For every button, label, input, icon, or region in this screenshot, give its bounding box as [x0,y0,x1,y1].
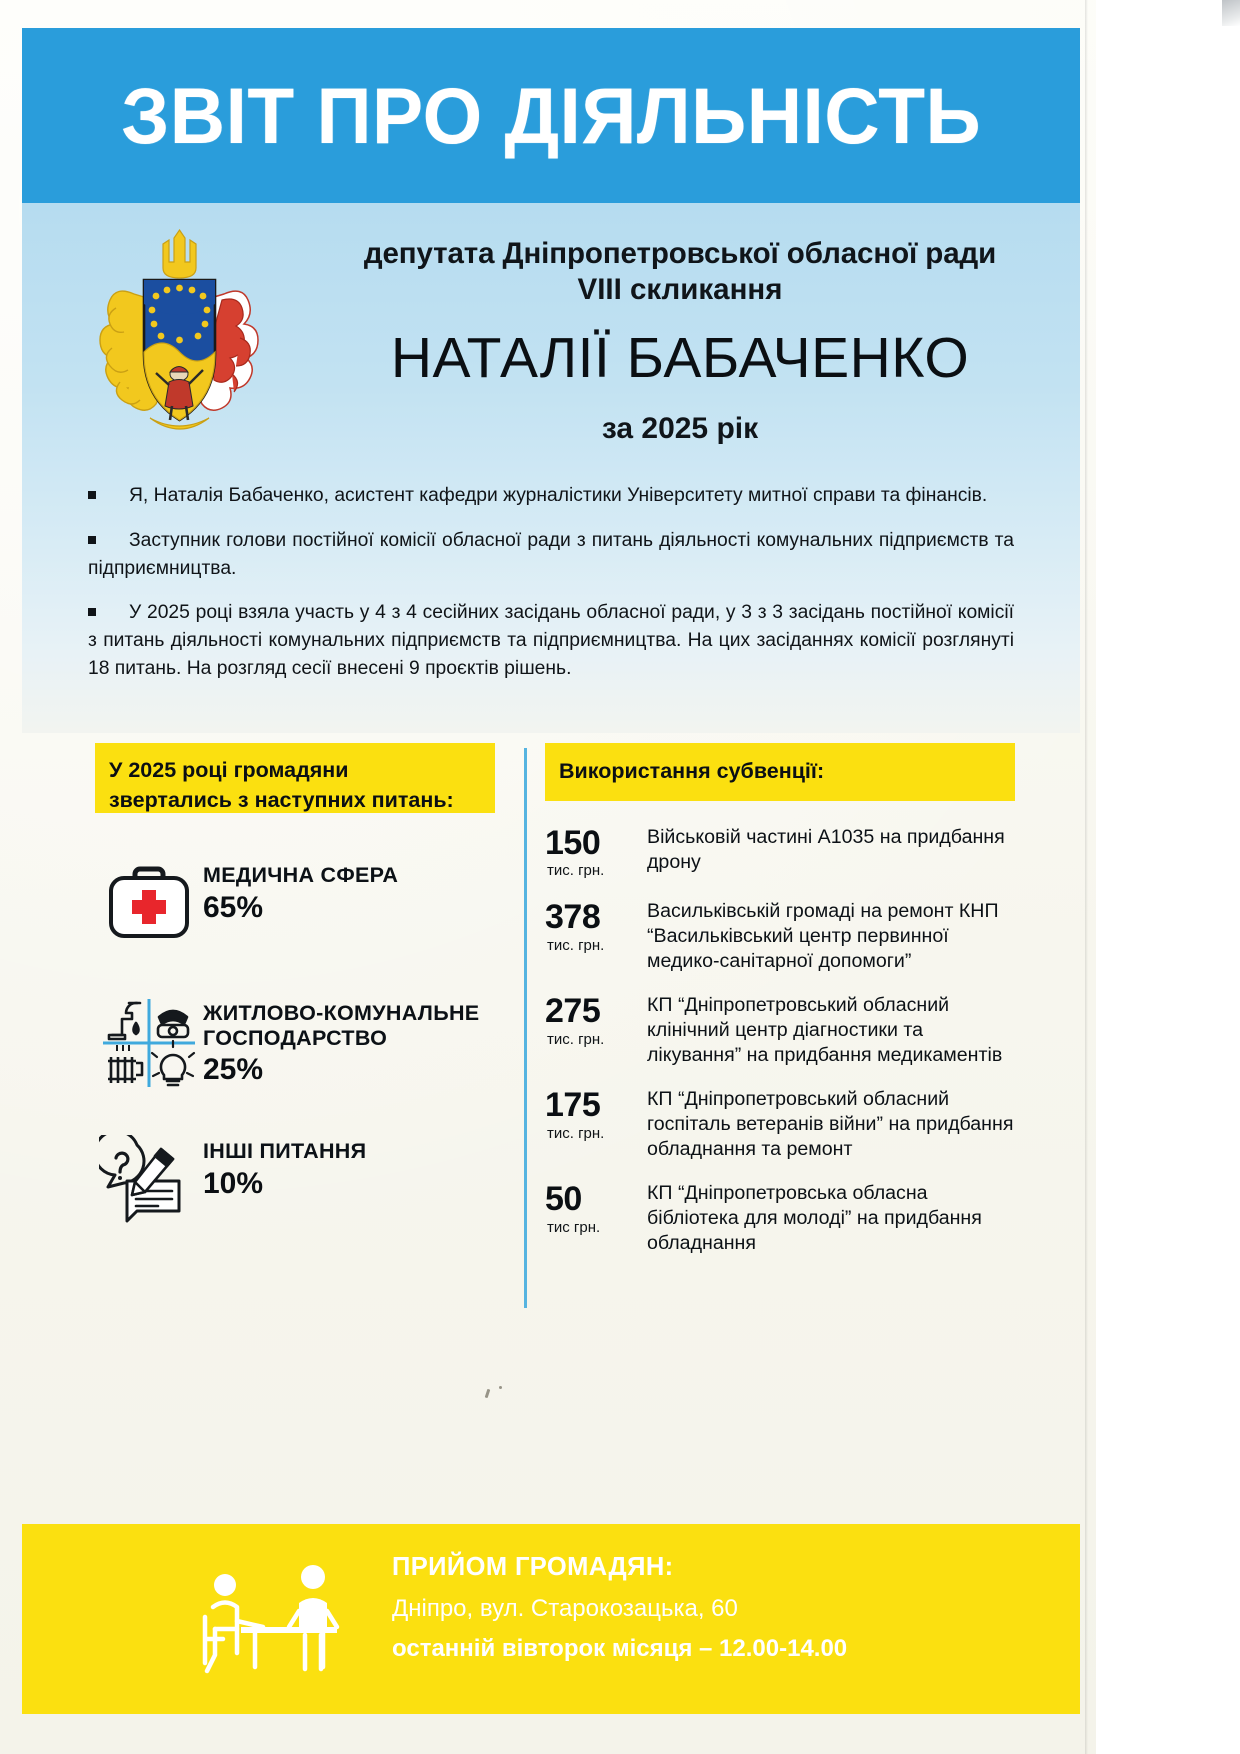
subvention-description: Військовій частині А1035 на придбання дрону [647,826,1005,873]
issues-column [95,743,495,1271]
list-item [95,1133,495,1229]
amount-value: 50 [545,1180,582,1219]
issue-percent: 10% [203,1166,264,1200]
reception-schedule: останній вівторок місяця – 12.00-14.00 [392,1635,848,1663]
subvention-column [545,743,1015,1276]
deputy-subtitle-line2: VIII скликання [577,272,783,306]
page-right-margin [1096,0,1240,1754]
deputy-name: НАТАЛІЇ БАБАЧЕНКО [390,326,970,390]
bullet-square-icon [88,608,96,616]
list-item [95,857,495,953]
reception-desk-icon [195,1555,385,1685]
issue-percent: 65% [203,890,264,924]
issues-heading [95,743,495,813]
subvention-amount [545,1181,647,1235]
paper-speck [485,1389,491,1398]
amount-unit: тис. грн. [547,936,605,954]
scan-corner-mark [1222,0,1240,26]
bullet-text: У 2025 році взяла участь у 4 з 4 сесійних засідань обласної ради, у 3 з 3 засідань постійної комісії з питань діяльності комунальних підприємств та підприємництва. На цих засіданнях комісії розглянуті 18 питань. На розгляд сесії внесені 9 проєктів рішень. [88,602,1014,679]
issue-label: МЕДИЧНА СФЕРА [203,863,399,887]
amount-value: 378 [545,898,601,937]
amount-unit: тис. грн. [547,1124,605,1142]
first-aid-kit-icon [95,857,203,953]
issue-label: ЖИТЛОВО-КОМУНАЛЬНЕ ГОСПОДАРСТВО [203,1001,480,1050]
coat-of-arms-icon [72,222,287,437]
bullet-square-icon [88,491,96,499]
subvention-amount [545,899,647,953]
summary-bullets [88,482,1014,683]
bullet-item [88,599,1014,682]
amount-value: 275 [545,992,601,1031]
list-item [95,995,495,1091]
amount-unit: тис грн. [547,1218,601,1236]
bullet-text: Я, Наталія Бабаченко, асистент кафедри журналістики Університету митної справи та фінансів. [129,485,988,506]
page-title: ЗВІТ ПРО ДІЯЛЬНІСТЬ [121,71,981,160]
reception-text [392,1552,1032,1664]
issues-heading-line2: звертались з наступних питань: [109,788,454,813]
bullet-item [88,527,1014,583]
bullet-square-icon [88,536,96,544]
amount-value: 150 [545,824,601,862]
subvention-amount [545,825,647,879]
column-divider [524,748,527,1308]
issues-list [95,857,495,1229]
subvention-description: КП “Дніпропетровська обласна бібліотека для молоді” на придбання обладнання [647,1182,982,1254]
bullet-item [88,482,1014,510]
bullet-text: Заступник голови постійної комісії обласної ради з питань діяльності комунальних підприємств та підприємництва. [88,529,1014,579]
list-item [545,899,1015,973]
list-item [545,1087,1015,1161]
utilities-grid-icon [95,995,203,1091]
list-item [545,1181,1015,1255]
subvention-description: КП “Дніпропетровський обласний клінічний центр діагностики та лікування” на придбання медикаментів [647,994,1003,1066]
issues-heading-line1: У 2025 році громадяни [109,758,349,782]
issue-text [203,857,398,925]
deputy-subtitle-line1: депутата Дніпропетровської обласної ради [363,237,997,270]
subvention-description: КП “Дніпропетровський обласний госпіталь ветеранів війни” на придбання обладнання та ремонт [647,1088,1014,1160]
report-year: за 2025 рік [601,412,759,445]
reception-address: Дніпро, вул. Старокозацька, 60 [392,1594,738,1622]
issue-label: ІНШІ ПИТАННЯ [203,1139,367,1163]
paper-speck [499,1386,502,1389]
list-item [545,825,1015,879]
deputy-subtitle [300,236,1060,308]
question-note-icon [95,1133,203,1229]
issue-text [203,995,495,1087]
subvention-list [545,825,1015,1256]
amount-unit: тис. грн. [547,862,605,880]
subvention-description: Васильківській громаді на ремонт КНП “Васильківський центр первинної медико-санітарної допомоги” [647,900,999,972]
subvention-amount [545,1087,647,1141]
header-band [22,28,1080,203]
page-edge-shadow [1085,0,1088,1754]
subvention-heading: Використання субвенції: [545,743,1015,801]
issue-percent: 25% [203,1053,264,1086]
list-item [545,993,1015,1067]
issue-text [203,1133,366,1201]
reception-title: ПРИЙОМ ГРОМАДЯН: [392,1553,674,1581]
amount-unit: тис. грн. [547,1030,605,1048]
subvention-amount [545,993,647,1047]
amount-value: 175 [545,1086,601,1125]
